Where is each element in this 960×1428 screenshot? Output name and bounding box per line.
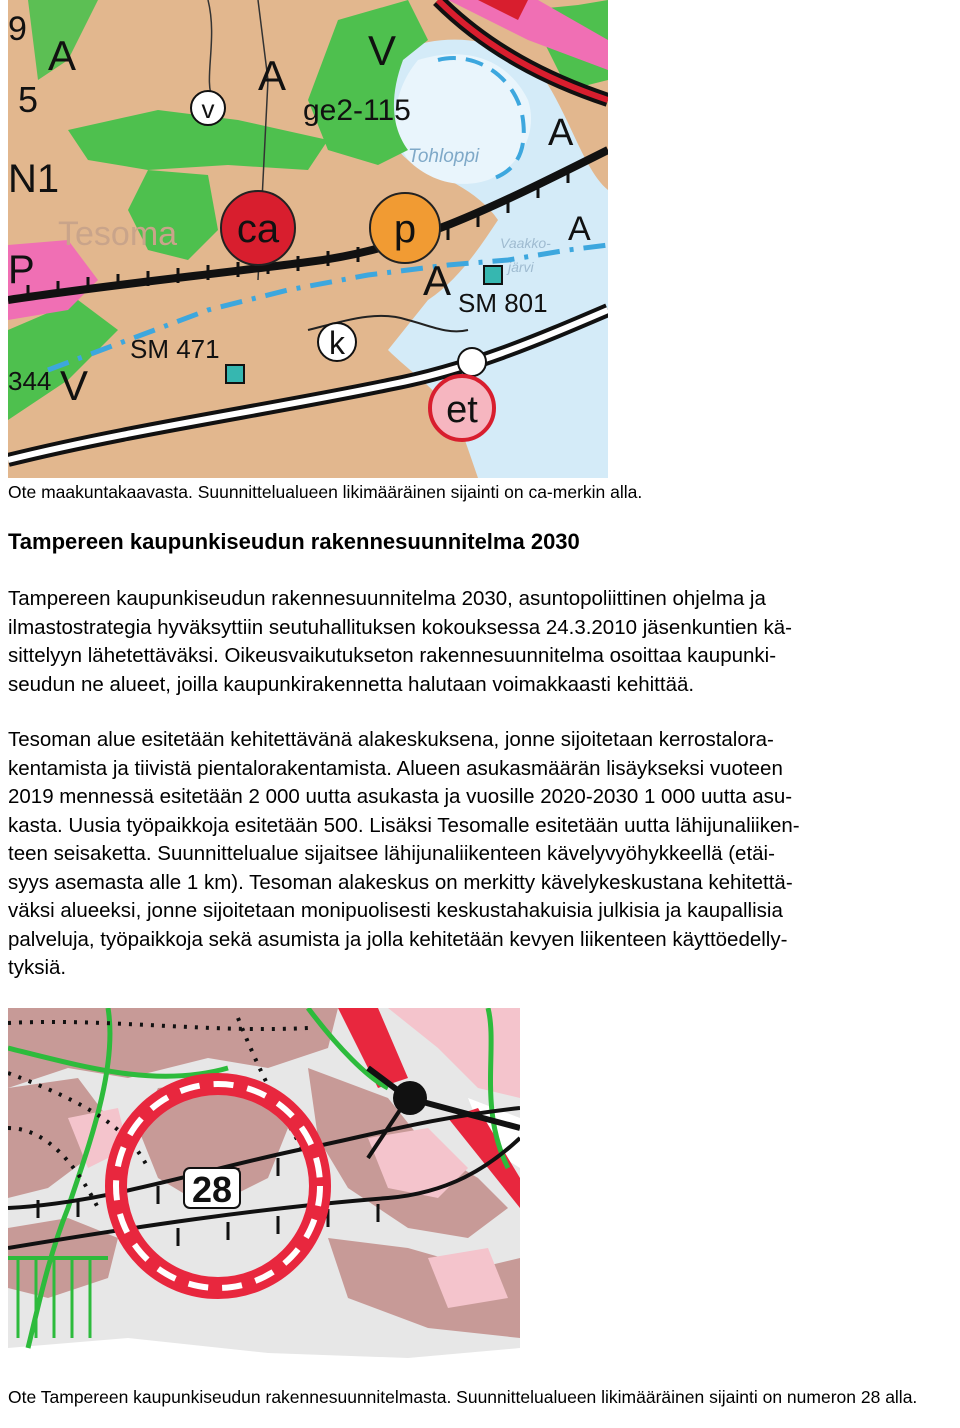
label-v: V xyxy=(368,27,397,74)
label-et: et xyxy=(446,389,478,431)
label-a: A xyxy=(423,257,452,304)
label-vaakko: Vaakko- xyxy=(500,235,551,251)
label-jarvi: järvi xyxy=(508,259,534,275)
label-9: 9 xyxy=(8,10,27,48)
label-a: A xyxy=(568,210,591,248)
label-v: V xyxy=(60,362,89,409)
text-line: palveluja, työpaikkoja sekä asumista ja jolla kehitetään kevyen liikenteen käyttöedelly- xyxy=(8,927,788,951)
label-a: A xyxy=(48,32,77,79)
text-line: Tampereen kaupunkiseudun rakennesuunnitelma 2030, asuntopoliittinen ohjelma ja xyxy=(8,587,766,610)
text-line: syys asemasta alle 1 km). Tesoman alakeskus on merkitty kävelykeskustana kehitettä- xyxy=(8,870,793,894)
label-5: 5 xyxy=(18,79,39,120)
label-28: 28 xyxy=(191,1169,233,1210)
label-ca: ca xyxy=(236,207,280,251)
text-line: sittelyyn lähetettäväksi. Oikeusvaikutukseton rakennesuunnitelma osoittaa kaupunki- xyxy=(8,644,777,667)
label-v-circle: v xyxy=(201,94,215,124)
regional-plan-map-graphic xyxy=(8,0,608,478)
section-heading: Tampereen kaupunkiseudun rakennesuunnitelma 2030 xyxy=(8,529,580,554)
structure-plan-map xyxy=(8,1008,520,1386)
map2-caption: Ote Tampereen kaupunkiseudun rakennesuunnitelmasta. Suunnittelualueen likimääräinen sijainti on numeron 28 alla. xyxy=(8,1387,918,1407)
label-344: 344 xyxy=(8,366,52,396)
label-sm471: SM 471 xyxy=(130,334,220,364)
label-p: p xyxy=(393,207,417,251)
paragraph-2 xyxy=(8,726,952,983)
text-line: teen seisaketta. Suunnittelualue sijaitsee lähijunaliikenteen kävelyvyöhykkeellä (etäi- xyxy=(8,842,775,865)
text-line: Tesoman alue esitetään kehitettävänä alakeskuksena, jonne sijoitetaan kerrostalora- xyxy=(8,728,774,751)
regional-plan-map xyxy=(8,0,608,478)
label-a: A xyxy=(258,52,287,99)
text-line: 2019 mennessä esitetään 2 000 uutta asukasta ja vuosille 2020-2030 1 000 uutta asu- xyxy=(8,785,793,808)
text-line: kasta. Uusia työpaikkoja esitetään 500. Lisäksi Tesomalle esitetään uutta lähijunaliiken- xyxy=(8,813,800,837)
label-ge2-115: ge2-115 xyxy=(303,94,411,127)
text-line: väksi alueeksi, jonne sijoitetaan monipuolisesti keskustahakuisia julkisia ja kaupallisia xyxy=(8,899,783,922)
label-p-edge: P xyxy=(8,248,35,292)
text-line: seudun ne alueet, joilla kaupunkirakennetta halutaan voimakkaasti kehittää. xyxy=(8,672,695,696)
label-sm801: SM 801 xyxy=(458,288,548,318)
map1-caption: Ote maakuntakaavasta. Suunnittelualueen likimääräinen sijainti on ca-merkin alla. xyxy=(8,482,643,502)
text-line: kentamista ja tiivistä pientalorakentamista. Alueen asukasmäärän lisäykseksi vuoteen xyxy=(8,756,783,780)
label-k: k xyxy=(329,325,345,361)
label-n1: N1 xyxy=(8,157,60,201)
label-tohloppi: Tohloppi xyxy=(408,146,480,167)
structure-plan-map-graphic xyxy=(8,1008,520,1386)
text-line: ilmastostrategia hyväksyttiin seutuhallituksen kokouksessa 24.3.2010 jäsenkuntien kä- xyxy=(8,615,792,639)
text-line: tyksiä. xyxy=(8,956,67,979)
paragraph-1 xyxy=(8,585,952,699)
label-a: A xyxy=(548,112,574,154)
label-tesoma: Tesoma xyxy=(58,215,178,253)
